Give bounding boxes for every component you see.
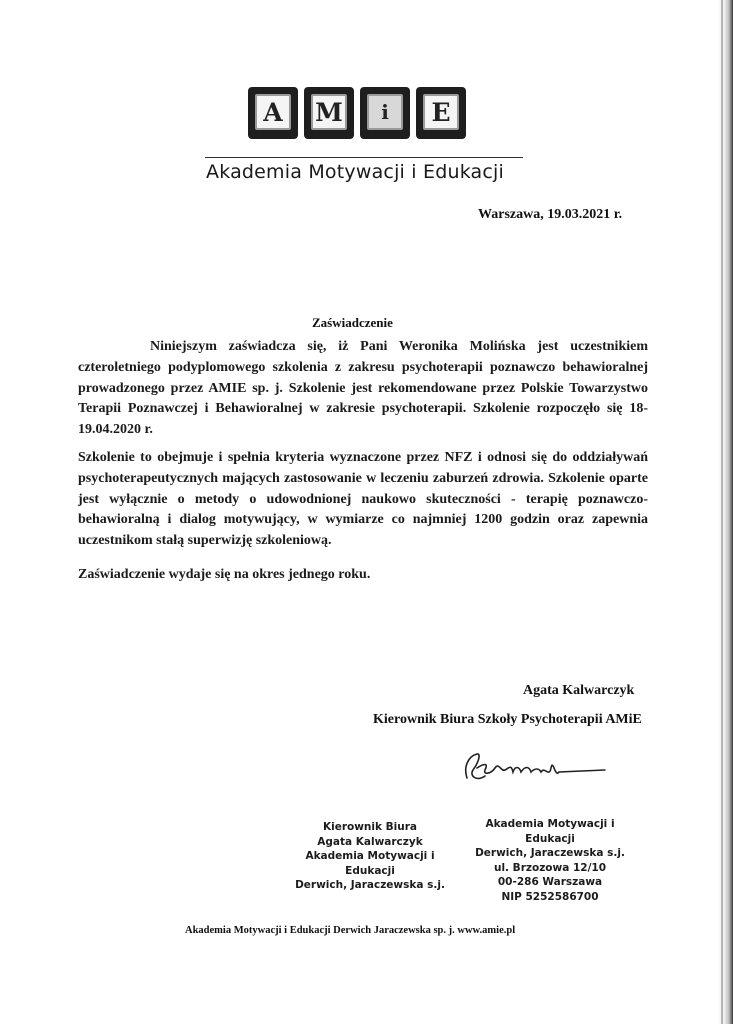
paragraph-3: Zaświadczenie wydaje się na okres jednego roku. bbox=[78, 567, 371, 582]
logo-tile-a: A bbox=[248, 87, 298, 139]
handwritten-signature bbox=[455, 748, 610, 790]
logo-tile-i: i bbox=[360, 87, 410, 139]
document-date: Warszawa, 19.03.2021 r. bbox=[478, 207, 623, 222]
stamp-left: Kierownik Biura Agata Kalwarczyk Akademia Motywacji i Edukacji Derwich, Jaraczewska s.j. bbox=[295, 821, 445, 891]
signatory-role: Kierownik Biura Szkoły Psychoterapii AMiE bbox=[373, 712, 642, 727]
footer-text: Akademia Motywacji i Edukacji Derwich Jaraczewska sp. j. www.amie.pl bbox=[185, 925, 516, 936]
logo-tile-m: M bbox=[304, 87, 354, 139]
document-title: Zaświadczenie bbox=[312, 315, 393, 330]
academy-name: Akademia Motywacji i Edukacji bbox=[206, 161, 505, 183]
scan-edge-line bbox=[721, 0, 723, 1024]
stamp-right: Akademia Motywacji i Edukacji Derwich, Jaraczewska s.j. ul. Brzozowa 12/10 00-286 Warszawa NIP 5252586700 bbox=[475, 818, 625, 903]
paragraph-2: Szkolenie to obejmuje i spełnia kryteria wyznaczone przez NFZ i odnosi się do oddziaływań psychoterapeutycznych mających zastosowanie w leczeniu zaburzeń zdrowia. Szkolenie oparte jest wyłącznie o metody o udowodnionej naukowo skuteczności - terapię poznawczo-behawioralną i dialog motywujący, w wymiarze co najmniej 1200 godzin oraz zapewnia uczestnikom stałą superwizję szkoleniową. bbox=[78, 450, 648, 549]
amie-logo bbox=[248, 87, 466, 139]
signatory-name: Agata Kalwarczyk bbox=[523, 683, 635, 698]
logo-divider bbox=[205, 157, 523, 158]
logo-tile-e: E bbox=[416, 87, 466, 139]
paragraph-1: Niniejszym zaświadcza się, iż Pani Weronika Molińska jest uczestnikiem czteroletniego podyplomowego szkolenia z zakresu psychoterapii poznawczo behawioralnej prowadzonego przez AMIE sp. j. Szkolenie jest rekomendowane przez Polskie Towarzystwo Terapii Poznawczej i Behawioralnej w zakresie psychoterapii. Szkolenie rozpoczęło się 18-19.04.2020 r. bbox=[78, 339, 648, 438]
scan-edge bbox=[717, 0, 733, 1024]
